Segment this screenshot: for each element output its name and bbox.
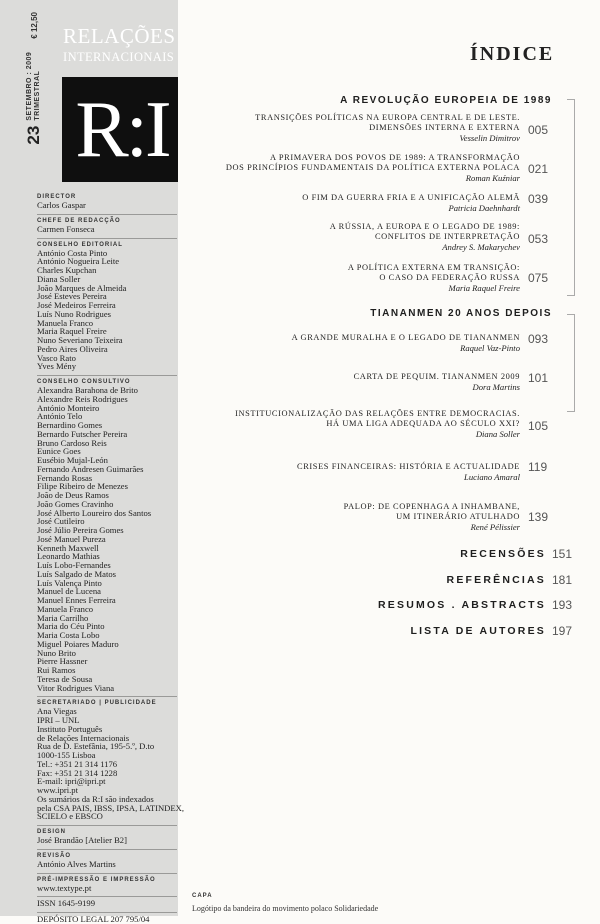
entry-page: 181 [552,573,573,587]
staff-name: IPRI – UNL [37,715,80,725]
staff-name: Filipe Ribeiro de Menezes [37,481,128,492]
entry-title: CONFLITOS DE INTERPRETAÇÃO [374,232,520,241]
staff-section-label: CONSELHO EDITORIAL [37,238,177,249]
staff-name: Manuel Ennes Ferreira [37,595,116,605]
staff-name: Teresa de Sousa [37,673,93,684]
toc-back-matter[interactable]: LISTA DE AUTORES [410,625,546,637]
staff-name: Alexandre Reis Rodrigues [37,393,128,404]
toc-entry[interactable] [200,462,520,482]
toc-entry[interactable] [200,263,520,293]
issue-number: 23 [24,125,43,145]
staff-name: DEPÓSITO LEGAL 207 795/04 [37,914,150,924]
entry-author: Vesselin Dimitrov [459,133,520,143]
entry-page: 139 [528,510,549,524]
toc-entry[interactable] [200,372,520,392]
entry-title: UM ITINERÁRIO ATULHADO [396,512,520,521]
staff-name: de Relações Internacionais [37,732,130,743]
issue-price: € 12,50 [29,12,39,39]
issue-spine [24,12,44,198]
entry-page: 105 [528,419,549,433]
issue-spine-text [24,12,44,198]
staff-name: www.ipri.pt [37,785,78,795]
issue-period: TRIMESTRAL [34,70,41,121]
toc-entry[interactable] [200,153,520,183]
entry-title: A PRIMAVERA DOS POVOS DE 1989: A TRANSFORMAÇÃO [270,153,520,162]
staff-name: Tel.: +351 21 314 1176 [37,758,118,769]
journal-logo [62,77,178,182]
entry-page: 005 [528,123,549,137]
staff-name: António Costa Pinto [37,247,108,258]
staff-section-label: SECRETARIADO | PUBLICIDADE [37,696,177,707]
staff-name: Eusébio Mujal-León [37,455,108,465]
staff-name: Luís Valença Pinto [37,577,102,588]
staff-name: Vitor Rodrigues Viana [37,682,115,693]
staff-name: 1000-155 Lisboa [37,750,96,760]
staff-name: Bruno Cardoso Reis [37,437,107,448]
staff-name: pela CSA PAIS, IBSS, IPSA, LATINDEX, [37,802,184,813]
staff-name: Pedro Aires Oliveira [37,343,108,354]
section-heading: TIANANMEN 20 ANOS DEPOIS [370,308,552,319]
entry-title: A RÚSSIA, A EUROPA E O LEGADO DE 1989: [329,222,520,231]
staff-name: Vasco Rato [37,352,76,363]
staff-name: Luís Nuno Rodrigues [37,308,111,319]
staff-name: Bernardino Gomes [37,420,103,430]
entry-page: 119 [528,460,548,474]
cover-caption: Logótipo da bandeira do movimento polaco Solidariedade [192,904,379,913]
staff-name: Leonardo Mathias [37,551,100,562]
entry-author: Roman Kuźniar [465,173,520,183]
entry-title: DOS PRINCÍPIOS FUNDAMENTAIS DA POLÍTICA EXTERNA POLACA [225,163,520,172]
staff-name: José Alberto Loureiro dos Santos [37,507,152,518]
entry-author: Luciano Amaral [464,472,520,482]
entry-page: 075 [528,271,549,285]
section-bracket [567,99,575,296]
staff-name: José Medeiros Ferreira [37,300,116,310]
staff-name: António Nogueira Leite [37,256,120,267]
cover-label: CAPA [192,893,213,899]
staff-name: António Monteiro [37,402,100,413]
entry-title: CARTA DE PEQUIM. TIANANMEN 2009 [353,372,520,381]
staff-name: E-mail: ipri@ipri.pt [37,776,106,787]
toc-entry[interactable] [200,502,520,532]
staff-name: Manuela Franco [37,603,94,614]
entry-title: DIMENSÕES INTERNA E EXTERNA [369,123,520,132]
staff-section-label: REVISÃO [37,849,177,860]
toc-entry[interactable] [200,333,520,353]
entry-author: Raquel Vaz-Pinto [460,343,520,353]
entry-title: O FIM DA GUERRA FRIA E A UNIFICAÇÃO ALEMÃ [302,193,520,202]
staff-name: Diana Soller [37,273,81,284]
staff-name: Manuela Franco [37,317,94,328]
toc-entry[interactable] [200,409,520,439]
staff-name: Rui Ramos [37,665,76,675]
staff-section-label: CHEFE DE REDACÇÃO [37,214,177,225]
staff-name: João Gomes Cravinho [37,498,114,509]
staff-name: Nuno Severiano Teixeira [37,335,123,345]
toc-entry[interactable] [200,222,520,252]
logo-text: R:I [75,85,169,174]
entry-page: 101 [528,371,549,385]
staff-name: Fernando Andresen Guimarães [37,463,144,474]
entry-author: Dora Martins [472,382,520,392]
entry-author: Maria Raquel Freire [448,283,520,293]
staff-name: José Esteves Pereira [37,291,107,302]
staff-name: Fax: +351 21 314 1228 [37,767,118,778]
toc-entry[interactable] [200,193,520,213]
entry-title: CRISES FINANCEIRAS: HISTÓRIA E ACTUALIDADE [297,462,520,471]
staff-section-label: CONSELHO CONSULTIVO [37,375,177,386]
toc-back-matter[interactable]: RECENSÕES [460,548,546,560]
entry-title: O CASO DA FEDERAÇÃO RUSSA [379,273,520,282]
journal-subtitle: INTERNACIONAIS [63,50,175,64]
staff-name: Luís Lobo-Fernandes [37,560,111,570]
staff-name: José Cutileiro [37,516,85,527]
staff-name: Manuel de Lucena [37,586,101,597]
entry-author: Andrey S. Makarychev [442,242,520,252]
staff-name: José Manuel Pureza [37,533,106,544]
staff-name: António Telo [37,411,83,422]
toc-back-matter[interactable]: REFERÊNCIAS [446,574,546,586]
staff-name: Maria Raquel Freire [37,326,107,337]
staff-section-label: PRÉ-IMPRESSÃO E IMPRESSÃO [37,873,177,884]
entry-title: PALOP: DE COPENHAGA A INHAMBANE, [343,502,520,511]
entry-title: A POLÍTICA EXTERNA EM TRANSIÇÃO: [347,263,520,272]
staff-name: Nuno Brito [37,647,76,658]
entry-page: 039 [528,192,549,206]
staff-name: João Marques de Almeida [37,282,127,293]
section-bracket [567,314,575,412]
staff-name: Ana Viegas [37,706,77,717]
issue-date-block [26,52,42,121]
staff-name: Miguel Poiares Maduro [37,638,119,649]
staff-name: Pierre Hassner [37,656,88,667]
issue-date: SETEMBRO : 2009 [26,51,33,121]
staff-name: Maria Costa Lobo [37,630,100,640]
staff-name: Maria Carrilho [37,612,89,623]
entry-page: 021 [528,162,549,176]
staff-name: Eunice Goes [37,446,81,457]
entry-title: INSTITUCIONALIZAÇÃO DAS RELAÇÕES ENTRE DEMOCRACIAS. [235,409,520,418]
staff-list [37,191,184,924]
staff-name: ISSN 1645-9199 [37,898,96,909]
staff-name: Kenneth Maxwell [37,542,99,553]
entry-page: 053 [528,232,549,246]
entry-author: Diana Soller [475,429,520,439]
entry-page: 193 [552,598,573,612]
journal-title: RELAÇÕES [63,24,176,48]
staff-name: Luís Salgado de Matos [37,568,117,579]
staff-section-label: DIRECTOR [37,194,77,200]
staff-name: José Júlio Pereira Gomes [37,525,124,535]
staff-name: www.textype.pt [37,882,92,893]
staff-name: Fernando Rosas [37,472,93,483]
toc-back-matter[interactable]: RESUMOS . ABSTRACTS [378,599,546,611]
entry-author: Patricia Daehnhardt [448,203,520,213]
masthead-sidebar [0,0,184,924]
entry-author: René Pélissier [470,522,520,532]
page-title: ÍNDICE [470,43,555,65]
staff-name: Carmen Fonseca [37,223,95,234]
staff-name: José Brandão [Atelier B2] [37,835,127,845]
staff-name: Instituto Português [37,723,103,734]
staff-name: Carlos Gaspar [37,200,86,210]
staff-section-label: DESIGN [37,825,177,836]
toc-entry[interactable] [200,113,520,143]
staff-name: António Alves Martins [37,858,116,869]
staff-name: Alexandra Barahona de Brito [37,385,138,395]
staff-name: SCIELO e EBSCO [37,811,103,822]
staff-name: Maria do Céu Pinto [37,621,105,632]
entry-page: 151 [552,547,573,561]
entry-title: HÁ UMA LIGA ADEQUADA AO SÉCULO XXI? [326,419,520,428]
staff-name: Bernardo Futscher Pereira [37,428,128,439]
entry-page: 093 [528,332,549,346]
entry-title: TRANSIÇÕES POLÍTICAS NA EUROPA CENTRAL E DE LESTE. [255,113,520,122]
staff-name: Rua de D. Estefânia, 195-5.º, D.to [37,741,155,752]
staff-name: João de Deus Ramos [37,490,109,500]
staff-name: Os sumários da R:I são indexados [37,793,154,804]
staff-name: Charles Kupchan [37,265,97,275]
staff-name: Yves Mény [37,361,76,372]
entry-title: A GRANDE MURALHA E O LEGADO DE TIANANMEN [291,333,520,342]
section-heading: A REVOLUÇÃO EUROPEIA DE 1989 [340,95,552,106]
entry-page: 197 [552,624,573,638]
